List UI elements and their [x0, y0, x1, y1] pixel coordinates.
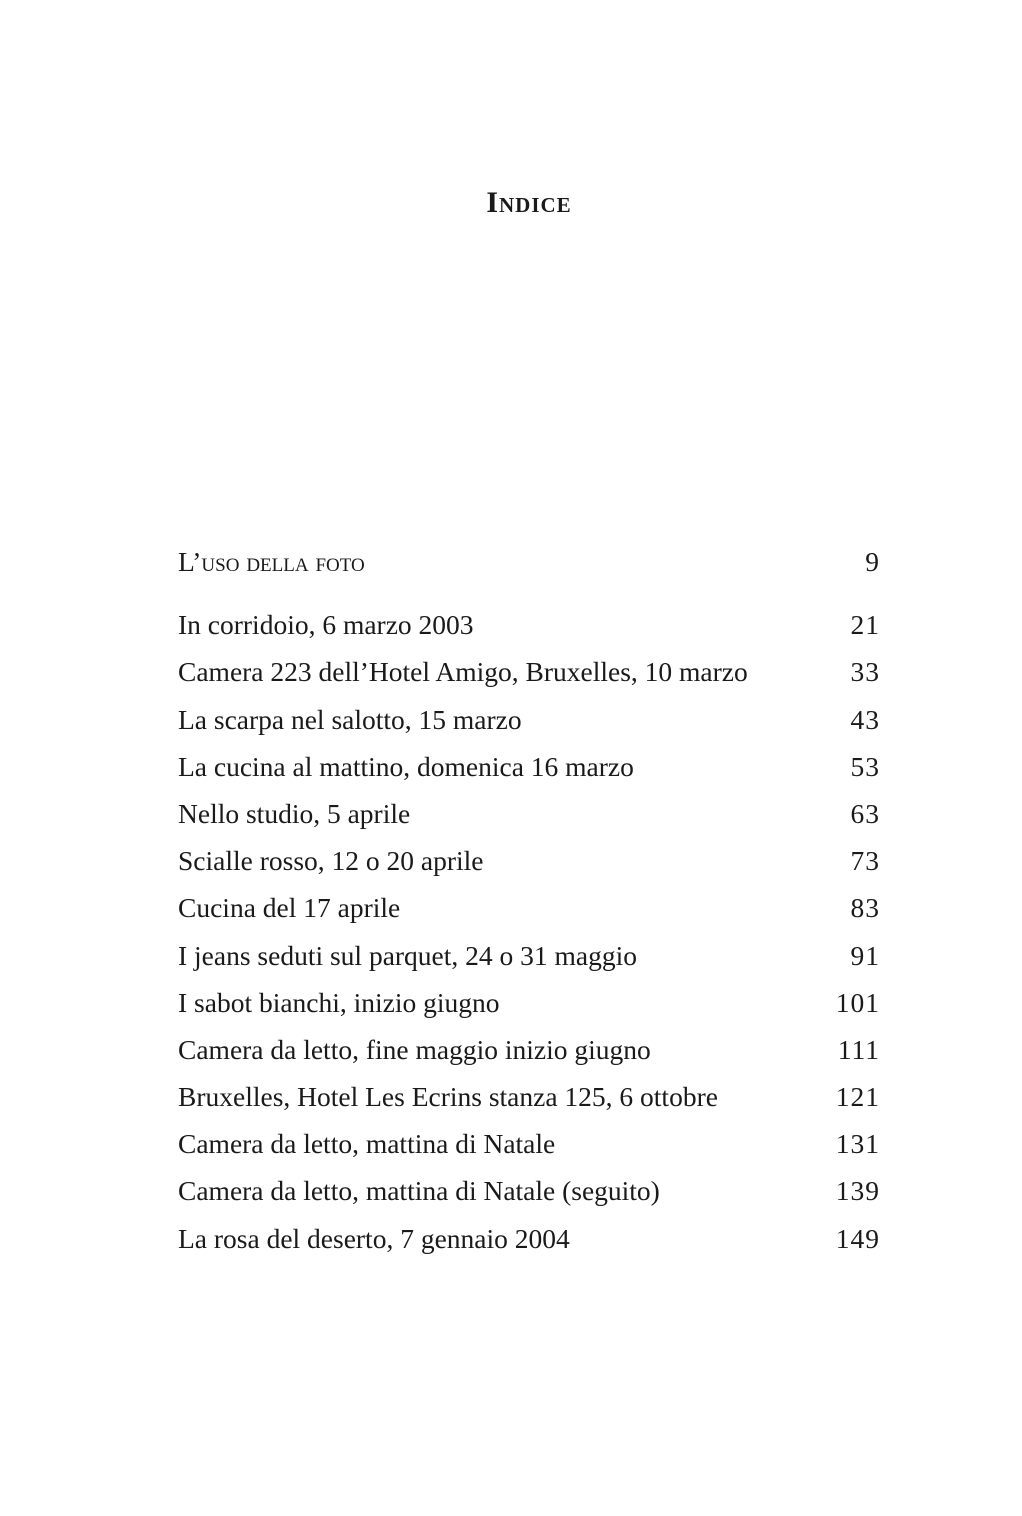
toc-entry-title: La cucina al mattino, domenica 16 marzo: [178, 750, 634, 782]
toc-entry[interactable]: [178, 932, 880, 979]
toc-entry[interactable]: [178, 1215, 880, 1262]
toc-entry-title: Scialle rosso, 12 o 20 aprile: [178, 845, 484, 877]
toc-entry[interactable]: [178, 648, 880, 695]
table-of-contents: [178, 538, 880, 1262]
toc-entry[interactable]: [178, 1120, 880, 1167]
toc-entry-page: 149: [835, 1222, 880, 1254]
toc-entry-page: 33: [850, 656, 880, 688]
toc-entry-page: 43: [850, 703, 880, 735]
toc-entry-page: 53: [850, 750, 880, 782]
toc-entry-page: 83: [850, 892, 880, 924]
toc-entry-title: In corridoio, 6 marzo 2003: [178, 609, 474, 641]
toc-entry-title: Cucina del 17 aprile: [178, 892, 401, 924]
toc-entry-page: 91: [850, 939, 880, 971]
toc-entry-title: La scarpa nel salotto, 15 marzo: [178, 703, 522, 735]
toc-entry-title: Camera da letto, fine maggio inizio giugno: [178, 1033, 651, 1065]
toc-entry[interactable]: [178, 743, 880, 790]
toc-entry[interactable]: [178, 696, 880, 743]
toc-entry-page: 63: [850, 797, 880, 829]
toc-entry-title: Camera da letto, mattina di Natale: [178, 1128, 556, 1160]
toc-entry[interactable]: [178, 1167, 880, 1214]
toc-entry-page: 111: [837, 1033, 880, 1065]
toc-entry-page: 121: [835, 1081, 880, 1113]
toc-entry-page: 73: [850, 845, 880, 877]
toc-entry[interactable]: [178, 1026, 880, 1073]
toc-entry-title: I jeans seduti sul parquet, 24 o 31 maggio: [178, 939, 638, 971]
toc-entry-page: 21: [850, 609, 880, 641]
toc-entry-title: L’uso della foto: [178, 546, 365, 577]
toc-entry-page: 139: [835, 1175, 880, 1207]
toc-entry[interactable]: [178, 884, 880, 931]
toc-entry-title: Bruxelles, Hotel Les Ecrins stanza 125, 6 ottobre: [178, 1081, 718, 1113]
toc-entry[interactable]: [178, 1073, 880, 1120]
toc-entry[interactable]: [178, 538, 880, 585]
toc-entry-title: La rosa del deserto, 7 gennaio 2004: [178, 1222, 570, 1254]
page-title: Indice: [486, 186, 572, 219]
toc-entry-page: 131: [835, 1128, 880, 1160]
toc-entry[interactable]: [178, 790, 880, 837]
toc-entry-title: Camera da letto, mattina di Natale (seguito): [178, 1175, 660, 1207]
toc-entry-page: 9: [865, 546, 880, 577]
toc-entry-title: Camera 223 dell’Hotel Amigo, Bruxelles, 10 marzo: [178, 656, 748, 688]
toc-entry[interactable]: [178, 979, 880, 1026]
toc-entry[interactable]: [178, 601, 880, 648]
toc-entry[interactable]: [178, 837, 880, 884]
toc-entry-title: I sabot bianchi, inizio giugno: [178, 986, 500, 1018]
toc-entry-page: 101: [835, 986, 880, 1018]
toc-entry-title: Nello studio, 5 aprile: [178, 797, 411, 829]
